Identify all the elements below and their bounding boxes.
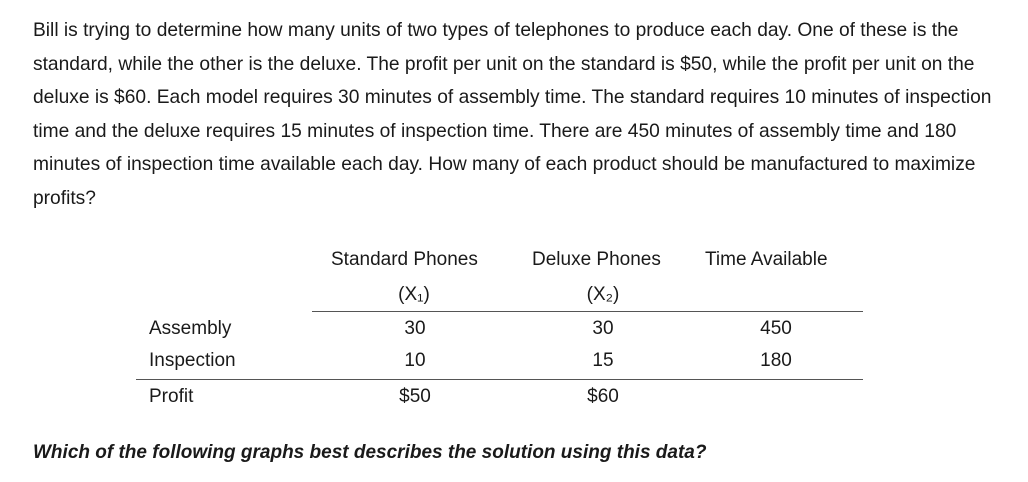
header-divider bbox=[312, 311, 863, 312]
inspection-standard-value: 10 bbox=[404, 350, 426, 371]
inspection-time-available: 180 bbox=[760, 350, 792, 371]
inspection-deluxe-value: 15 bbox=[592, 350, 614, 371]
subheader-x1: (X₁) bbox=[398, 284, 430, 305]
header-time-available: Time Available bbox=[705, 249, 828, 270]
subheader-x2: (X₂) bbox=[586, 284, 620, 305]
assembly-time-available: 450 bbox=[760, 318, 792, 339]
row-label-profit: Profit bbox=[149, 386, 194, 407]
row-label-assembly: Assembly bbox=[149, 318, 232, 339]
row-label-inspection: Inspection bbox=[149, 350, 236, 371]
problem-statement: Bill is trying to determine how many units of two types of telephones to produce each day. One of these is the standard, while the other is the deluxe. The profit per unit on the standard is $50, while the profit per unit on the deluxe is $60. Each model requires 30 minutes of assembly time. The standard requires 10 minutes of inspection time and the deluxe requires 15 minutes of inspection time. There are 450 minutes of assembly time and 180 minutes of inspection time available each day. How many of each product should be manufactured to maximize profits? bbox=[33, 20, 992, 209]
header-standard-phones: Standard Phones bbox=[331, 249, 478, 270]
profit-divider bbox=[136, 379, 863, 380]
header-deluxe-phones: Deluxe Phones bbox=[532, 249, 661, 270]
assembly-standard-value: 30 bbox=[404, 318, 426, 339]
question-prompt: Which of the following graphs best describes the solution using this data? bbox=[33, 442, 707, 463]
profit-deluxe-value: $60 bbox=[587, 386, 619, 407]
profit-standard-value: $50 bbox=[399, 386, 431, 407]
assembly-deluxe-value: 30 bbox=[592, 318, 614, 339]
